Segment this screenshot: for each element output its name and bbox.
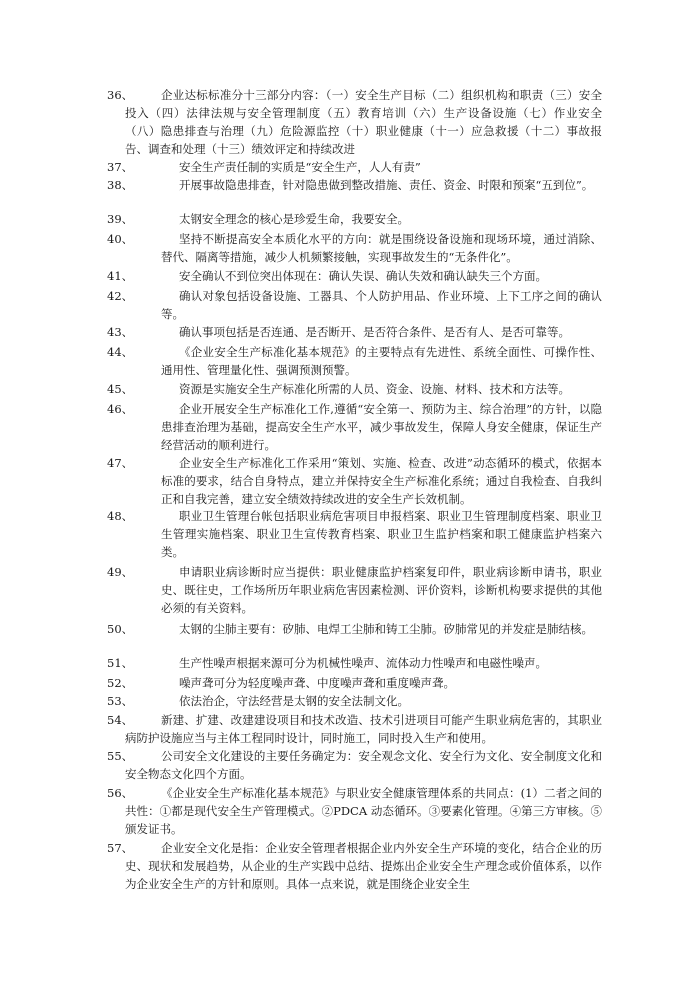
- item-number: 51、: [107, 656, 134, 670]
- item-text: 企业安全生产标准化工作采用“策划、实施、检查、改进”动态循环的模式，依据本标准的要求，结合自身特点，建立并保持安全生产标准化系统；通过自我检查、自我纠正和自我完善，建立安全绩效持续改进的安全生产长效机制。: [161, 456, 602, 506]
- item-text: 企业开展安全生产标准化工作,遵循“安全第一、预防为主、综合治理”的方针，以隐患排查治理为基础，提高安全生产水平，减少事故发生，保障人身安全健康，保证生产经营活动的顺利进行。: [161, 402, 602, 452]
- list-item: [107, 380, 602, 398]
- item-number: 48、: [107, 509, 134, 523]
- list-item: [107, 230, 602, 266]
- item-number: 43、: [107, 325, 134, 339]
- item-number: 45、: [107, 382, 134, 396]
- item-text: 确认对象包括设备设施、工器具、个人防护用品、作业环境、上下工序之间的确认等。: [161, 289, 602, 321]
- item-text: 企业达标标准分十三部分内容：（一）安全生产目标（二）组织机构和职责（三）安全投入（四）法律法规与安全管理制度（五）教育培训（六）生产设备设施（七）作业安全（八）隐患排查与治理（九）危险源监控（十）职业健康（十一）应急救援（十二）事故报告、调查和处理（十三）绩效评定和持续改进: [125, 88, 602, 156]
- list-item: [107, 158, 602, 176]
- item-number: 37、: [107, 160, 134, 174]
- item-text: 依法治企，守法经营是太钢的安全法制文化。: [179, 694, 409, 708]
- item-number: 55、: [107, 749, 134, 763]
- item-number: 50、: [107, 622, 134, 636]
- list-item: [107, 674, 602, 692]
- list-item: [107, 784, 602, 838]
- item-text: 坚持不断提高安全本质化水平的方向：就是围绕设备设施和现场环境，通过消除、替代、隔离等措施，减少人机频繁接触，实现事故发生的“无条件化”。: [161, 232, 602, 264]
- item-number: 56、: [107, 786, 134, 800]
- list-item: [107, 287, 602, 323]
- item-number: 42、: [107, 289, 134, 303]
- list-item: [107, 507, 602, 561]
- item-text: 《企业安全生产标准化基本规范》的主要特点有先进性、系统全面性、可操作性、通用性、管理量化性、强调预测预警。: [161, 345, 602, 377]
- item-text: 生产性噪声根据来源可分为机械性噪声、流体动力性噪声和电磁性噪声。: [179, 656, 547, 670]
- list-item: [107, 210, 602, 228]
- list-item: [107, 654, 602, 672]
- list-item: [107, 747, 602, 783]
- item-text: 申请职业病诊断时应当提供：职业健康监护档案复印件，职业病诊断申请书，职业史、既往史，工作场所历年职业病危害因素检测、评价资料，诊断机构要求提供的其他必须的有关资料。: [161, 565, 602, 615]
- item-text: 安全确认不到位突出体现在：确认失误、确认失效和确认缺失三个方面。: [179, 269, 547, 283]
- item-text: 安全生产责任制的实质是“安全生产，人人有责”: [179, 160, 421, 174]
- item-number: 39、: [107, 212, 134, 226]
- item-number: 41、: [107, 269, 134, 283]
- item-number: 40、: [107, 232, 134, 246]
- item-number: 52、: [107, 676, 134, 690]
- item-text: 资源是实施安全生产标准化所需的人员、资金、设施、材料、技术和方法等。: [179, 382, 570, 396]
- item-text: 职业卫生管理台帐包括职业病危害项目申报档案、职业卫生管理制度档案、职业卫生管理实施档案、职业卫生宣传教育档案、职业卫生监护档案和职工健康监护档案六类。: [161, 509, 602, 559]
- list-item: [107, 454, 602, 508]
- list-item: [107, 267, 602, 285]
- list-item: [107, 711, 602, 747]
- list-item: [107, 563, 602, 617]
- list-item: [107, 323, 602, 341]
- item-text: 噪声聋可分为轻度噪声聋、中度噪声聋和重度噪声聋。: [179, 676, 455, 690]
- list-item: [107, 343, 602, 379]
- item-number: 46、: [107, 402, 134, 416]
- list-item: [107, 86, 602, 158]
- item-text: 开展事故隐患排查，针对隐患做到整改措施、责任、资金、时限和预案“五到位”。: [179, 178, 594, 192]
- item-number: 47、: [107, 456, 134, 470]
- list-item: [107, 400, 602, 454]
- item-text: 确认事项包括是否连通、是否断开、是否符合条件、是否有人、是否可靠等。: [179, 325, 570, 339]
- item-number: 38、: [107, 178, 134, 192]
- list-item: [107, 620, 602, 638]
- item-number: 49、: [107, 565, 134, 579]
- item-text: 太钢安全理念的核心是珍爱生命，我要安全。: [179, 212, 409, 226]
- item-text: 《企业安全生产标准化基本规范》与职业安全健康管理体系的共同点：(1）二者之间的共性：①都是现代安全生产管理模式。②PDCA 动态循环。③要素化管理。④第三方审核。⑤颁发证书。: [125, 786, 602, 836]
- list-item: [107, 176, 602, 194]
- item-number: 57、: [107, 841, 134, 855]
- item-number: 36、: [107, 88, 134, 102]
- item-text: 太钢的尘肺主要有：矽肺、电焊工尘肺和铸工尘肺。矽肺常见的并发症是肺结核。: [179, 622, 593, 636]
- list-item: [107, 692, 602, 710]
- item-number: 53、: [107, 694, 134, 708]
- list-item: [107, 839, 602, 893]
- item-text: 企业安全文化是指：企业安全管理者根据企业内外安全生产环境的变化，结合企业的历史、现状和发展趋势，从企业的生产实践中总结、提炼出企业安全生产理念或价值体系，以作为企业安全生产的方针和原则。具体一点来说，就是围绕企业安全生: [125, 841, 602, 891]
- item-number: 44、: [107, 345, 134, 359]
- item-text: 公司安全文化建设的主要任务确定为：安全观念文化、安全行为文化、安全制度文化和安全物态文化四个方面。: [125, 749, 602, 781]
- item-number: 54、: [107, 713, 134, 727]
- item-text: 新建、扩建、改建建设项目和技术改造、技术引进项目可能产生职业病危害的，其职业病防护设施应当与主体工程同时设计，同时施工，同时投入生产和使用。: [125, 713, 602, 745]
